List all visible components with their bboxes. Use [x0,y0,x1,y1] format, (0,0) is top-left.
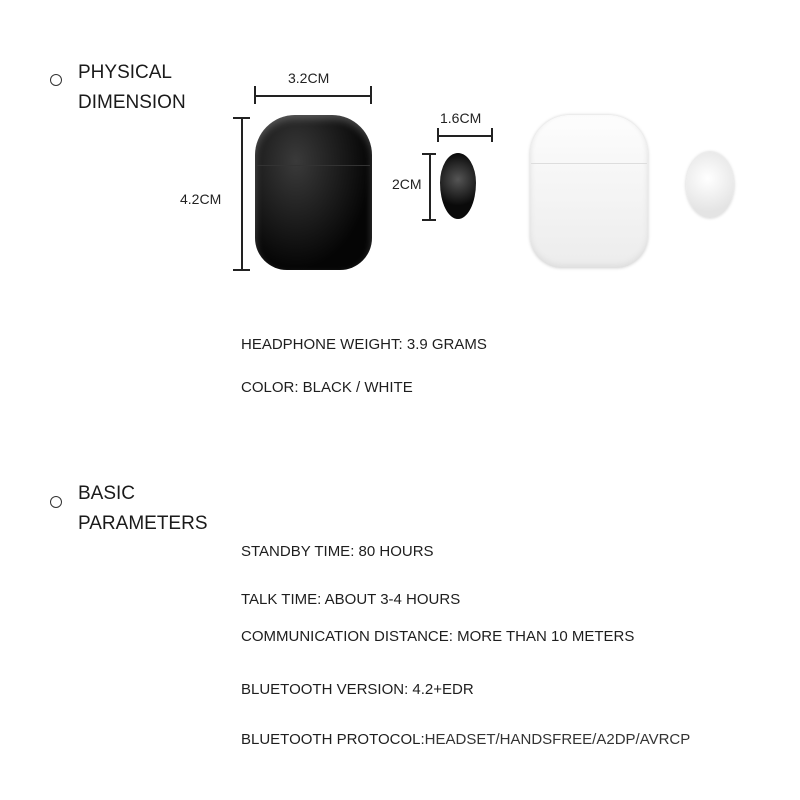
earbud-height-line [429,153,431,220]
dim-cap [254,86,256,104]
protocol-label: BLUETOOTH PROTOCOL: [241,731,425,748]
dim-cap [422,153,436,155]
black-charging-case-image [255,115,372,270]
section-title-line1: PHYSICAL [78,62,172,83]
earbud-width-line [437,135,492,137]
case-width-line [254,95,372,97]
spec-weight: HEADPHONE WEIGHT: 3.9 GRAMS [241,336,487,353]
spec-standby-time: STANDBY TIME: 80 HOURS [241,543,434,560]
black-earbud-image [440,153,476,219]
bullet-circle-icon [50,496,62,508]
section-title-line2: DIMENSION [78,92,186,113]
section-basic-parameters [78,479,208,539]
dim-cap [370,86,372,104]
section-physical-dimension [78,58,186,118]
white-earbud-image [686,152,734,218]
spec-distance: COMMUNICATION DISTANCE: MORE THAN 10 METERS [241,628,635,645]
earbud-width-label: 1.6CM [440,110,482,126]
section-title-line1: BASIC [78,483,136,504]
spec-talk-time: TALK TIME: ABOUT 3-4 HOURS [241,591,461,608]
protocol-value: HEADSET/HANDSFREE/A2DP/AVRCP [424,731,691,748]
spec-color: COLOR: BLACK / WHITE [241,379,413,396]
spec-bluetooth-version: BLUETOOTH VERSION: 4.2+EDR [241,681,474,698]
bullet-circle-icon [50,74,62,86]
case-height-label: 4.2CM [180,191,222,207]
dim-cap [233,269,250,271]
dim-cap [233,117,250,119]
case-width-label: 3.2CM [288,70,330,86]
dim-cap [422,219,436,221]
earbud-height-label: 2CM [392,176,422,192]
spec-bluetooth-protocol [241,731,690,748]
dim-cap [491,128,493,142]
section-title-line2: PARAMETERS [78,513,208,534]
dim-cap [437,128,439,142]
case-height-line [241,117,243,270]
white-charging-case-image [530,115,648,268]
